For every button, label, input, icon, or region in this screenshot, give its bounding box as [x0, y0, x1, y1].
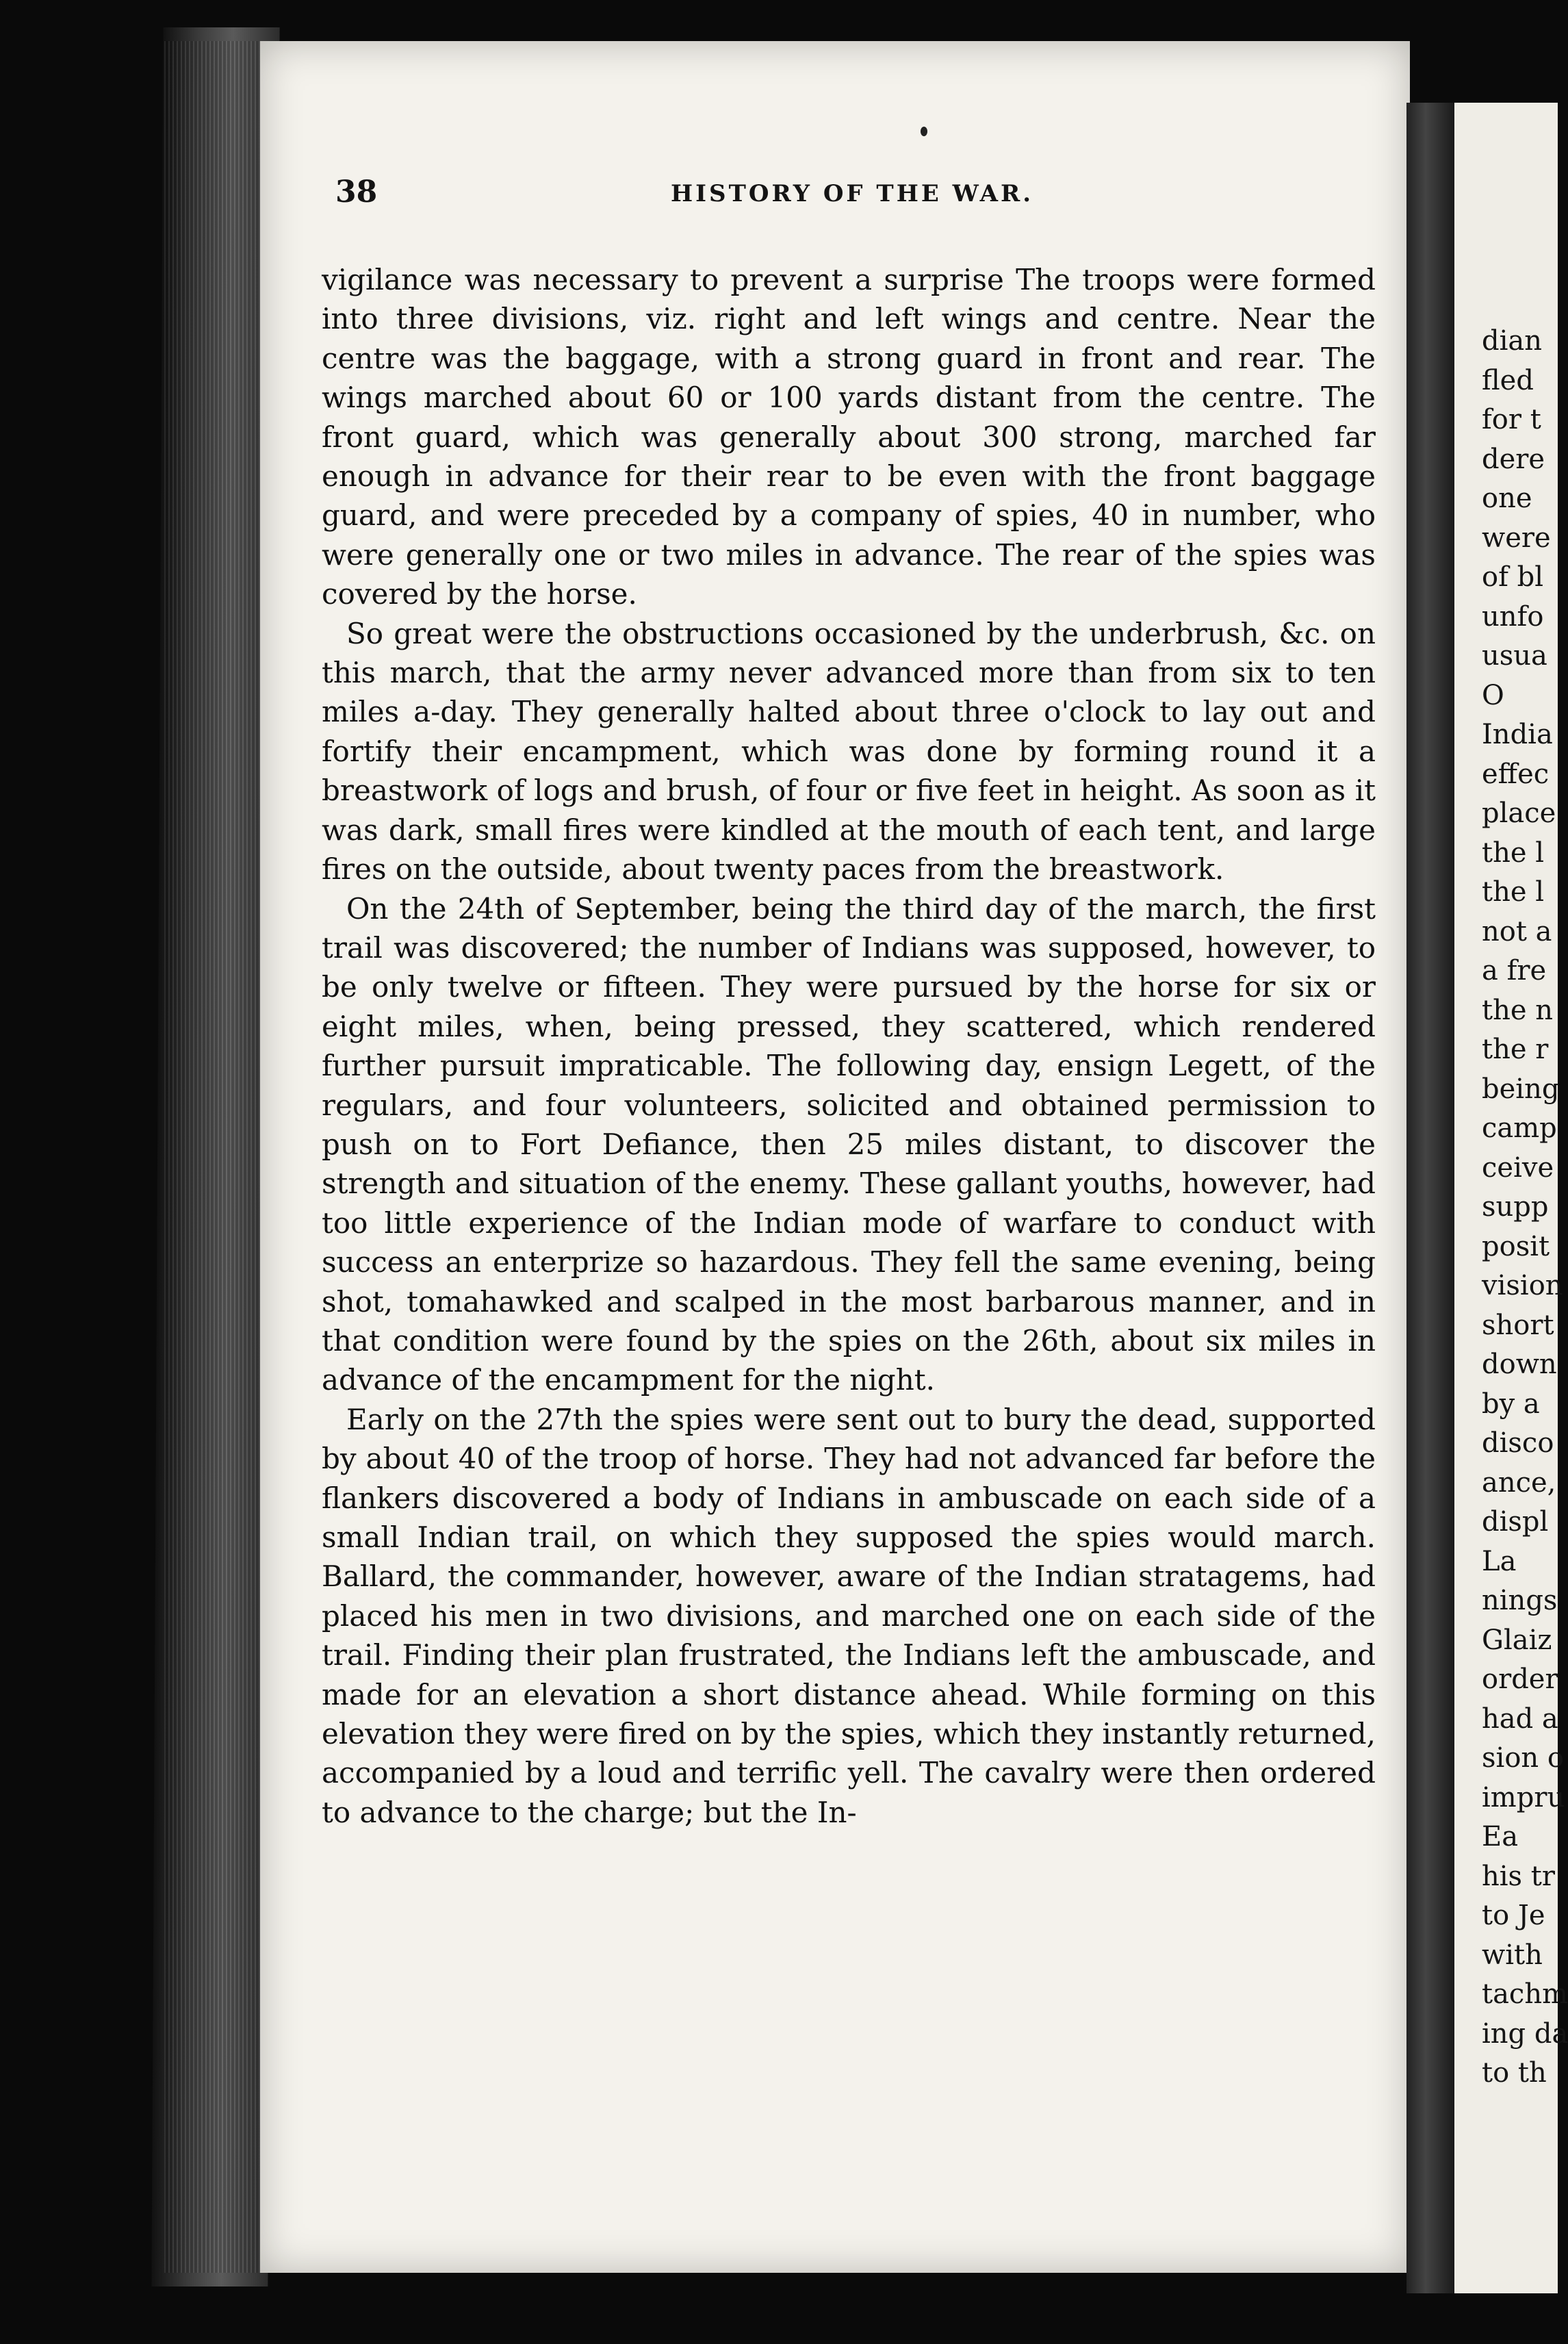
- right-page-line: disco: [1482, 1427, 1554, 1459]
- paragraph: vigilance was necessary to prevent a surprise The troops were formed into three divisions, viz. right and left wings and centre. Near the centre was the baggage, with a strong guard in front and rear. The wings marched about 60 or 100 yards distant from the centre. The front guard, which was generally about 300 strong, marched far enough in advance for their rear to be even with the front baggage guard, and were preceded by a company of spies, 40 in number, who were generally one or two miles in advance. The rear of the spies was covered by the horse.: [322, 263, 1376, 611]
- right-page-line: displ: [1482, 1506, 1549, 1538]
- right-page-line: Ea: [1482, 1821, 1519, 1852]
- right-page-line: nings: [1482, 1585, 1558, 1616]
- page-gutter: [1406, 103, 1454, 2293]
- right-page-line: the r: [1482, 1034, 1549, 1065]
- right-page-line: for t: [1482, 404, 1541, 435]
- page-edges: [164, 41, 267, 2273]
- right-page-line: short: [1482, 1309, 1554, 1341]
- right-page-line: were: [1482, 522, 1551, 554]
- body-text: [322, 260, 1376, 1832]
- right-page-line: not a: [1482, 915, 1552, 947]
- right-page-line: Glaiz: [1482, 1624, 1552, 1656]
- right-page-line: usua: [1482, 640, 1547, 672]
- paragraph: So great were the obstructions occasioned by the underbrush, &c. on this march, that the army never advanced more than from six to ten miles a-day. They generally halted about three o'clock to lay out and fortify their encampment, which was done by forming round it a breastwork of logs and brush, of four or five feet in height. As soon as it was dark, small fires were kindled at the mouth of each tent, and large fires on the outside, about twenty paces from the breastwork.: [322, 616, 1376, 887]
- right-page-line: the l: [1482, 837, 1545, 869]
- right-page-line: by a: [1482, 1388, 1540, 1420]
- right-page-line: to th: [1482, 2057, 1547, 2089]
- paragraph: On the 24th of September, being the third day of the march, the first trail was discovered; the number of Indians was supposed, however, to be only twelve or fifteen. They were pursued by the horse for six or eight miles, when, being pressed, they scattered, which rendered further pursuit impraticable. The following day, ensign Legett, of the regulars, and four volunteers, solicited and obtained permission to push on to Fort Defiance, then 25 miles distant, to discover the strength and situation of the enemy. These gallant youths, however, had too little experience of the Indian mode of warfare to conduct with success an enterprize so hazardous. They fell the same evening, being shot, tomahawked and scalped in the most barbarous manner, and in that condition were found by the spies on the 26th, about six miles in advance of the encampment for the night.: [322, 891, 1376, 1397]
- right-page-line: place: [1482, 798, 1556, 829]
- right-page-line: one: [1482, 483, 1532, 514]
- right-page-line: the n: [1482, 994, 1553, 1026]
- right-page-line: ance,: [1482, 1466, 1556, 1499]
- right-page-line: of bl: [1482, 561, 1543, 593]
- running-title: HISTORY OF THE WAR.: [671, 180, 1034, 207]
- right-page-line: being: [1482, 1073, 1560, 1105]
- right-page-line: to Je: [1482, 1900, 1545, 1931]
- right-page-line: order: [1482, 1664, 1558, 1695]
- right-page-line: dian: [1482, 325, 1543, 357]
- right-page-line: unfo: [1482, 600, 1544, 633]
- right-page-lines: [1482, 322, 1568, 2093]
- right-page-line: La: [1482, 1545, 1517, 1577]
- right-page-line: posit: [1482, 1230, 1550, 1262]
- right-page-cropped: [1454, 103, 1568, 2293]
- right-page-line: ceive: [1482, 1151, 1554, 1184]
- right-page-line: with: [1482, 1939, 1543, 1971]
- right-page-line: vision: [1482, 1270, 1563, 1301]
- right-page-line: O: [1482, 679, 1504, 711]
- right-page-line: supp: [1482, 1191, 1549, 1223]
- right-page-line: sion o: [1482, 1742, 1564, 1774]
- right-page-line: effec: [1482, 758, 1550, 790]
- right-page-line: ing da: [1482, 2017, 1568, 2050]
- right-page-line: tachm: [1482, 1978, 1568, 2010]
- right-page-line: the l: [1482, 876, 1545, 908]
- right-page-line: a fre: [1482, 955, 1547, 986]
- page-header: [329, 175, 1355, 229]
- right-page-line: India: [1482, 719, 1553, 750]
- right-page-line: impru: [1482, 1781, 1565, 1813]
- page-number: 38: [335, 175, 378, 209]
- right-page-line: his tr: [1482, 1860, 1555, 1892]
- right-page-line: down: [1482, 1349, 1557, 1380]
- right-page-line: had a: [1482, 1703, 1558, 1735]
- right-page-line: fled: [1482, 364, 1534, 396]
- right-page-line: dere: [1482, 443, 1545, 475]
- ink-speck: [921, 127, 927, 136]
- right-page-line: camp: [1482, 1112, 1557, 1144]
- paragraph: Early on the 27th the spies were sent out to bury the dead, supported by about 40 of the troop of horse. They had not advanced far before the flankers discovered a body of Indians in ambuscade on each side of a small Indian trail, on which they supposed the spies would march. Ballard, the commander, however, aware of the Indian stratagems, had placed his men in two divisions, and marched one on each side of the trail. Finding their plan frustrated, the Indians left the ambuscade, and made for an elevation a short distance ahead. While forming on this elevation they were fired on by the spies, which they instantly returned, accompanied by a loud and terrific yell. The cavalry were then ordered to advance to the charge; but the In-: [322, 1402, 1376, 1829]
